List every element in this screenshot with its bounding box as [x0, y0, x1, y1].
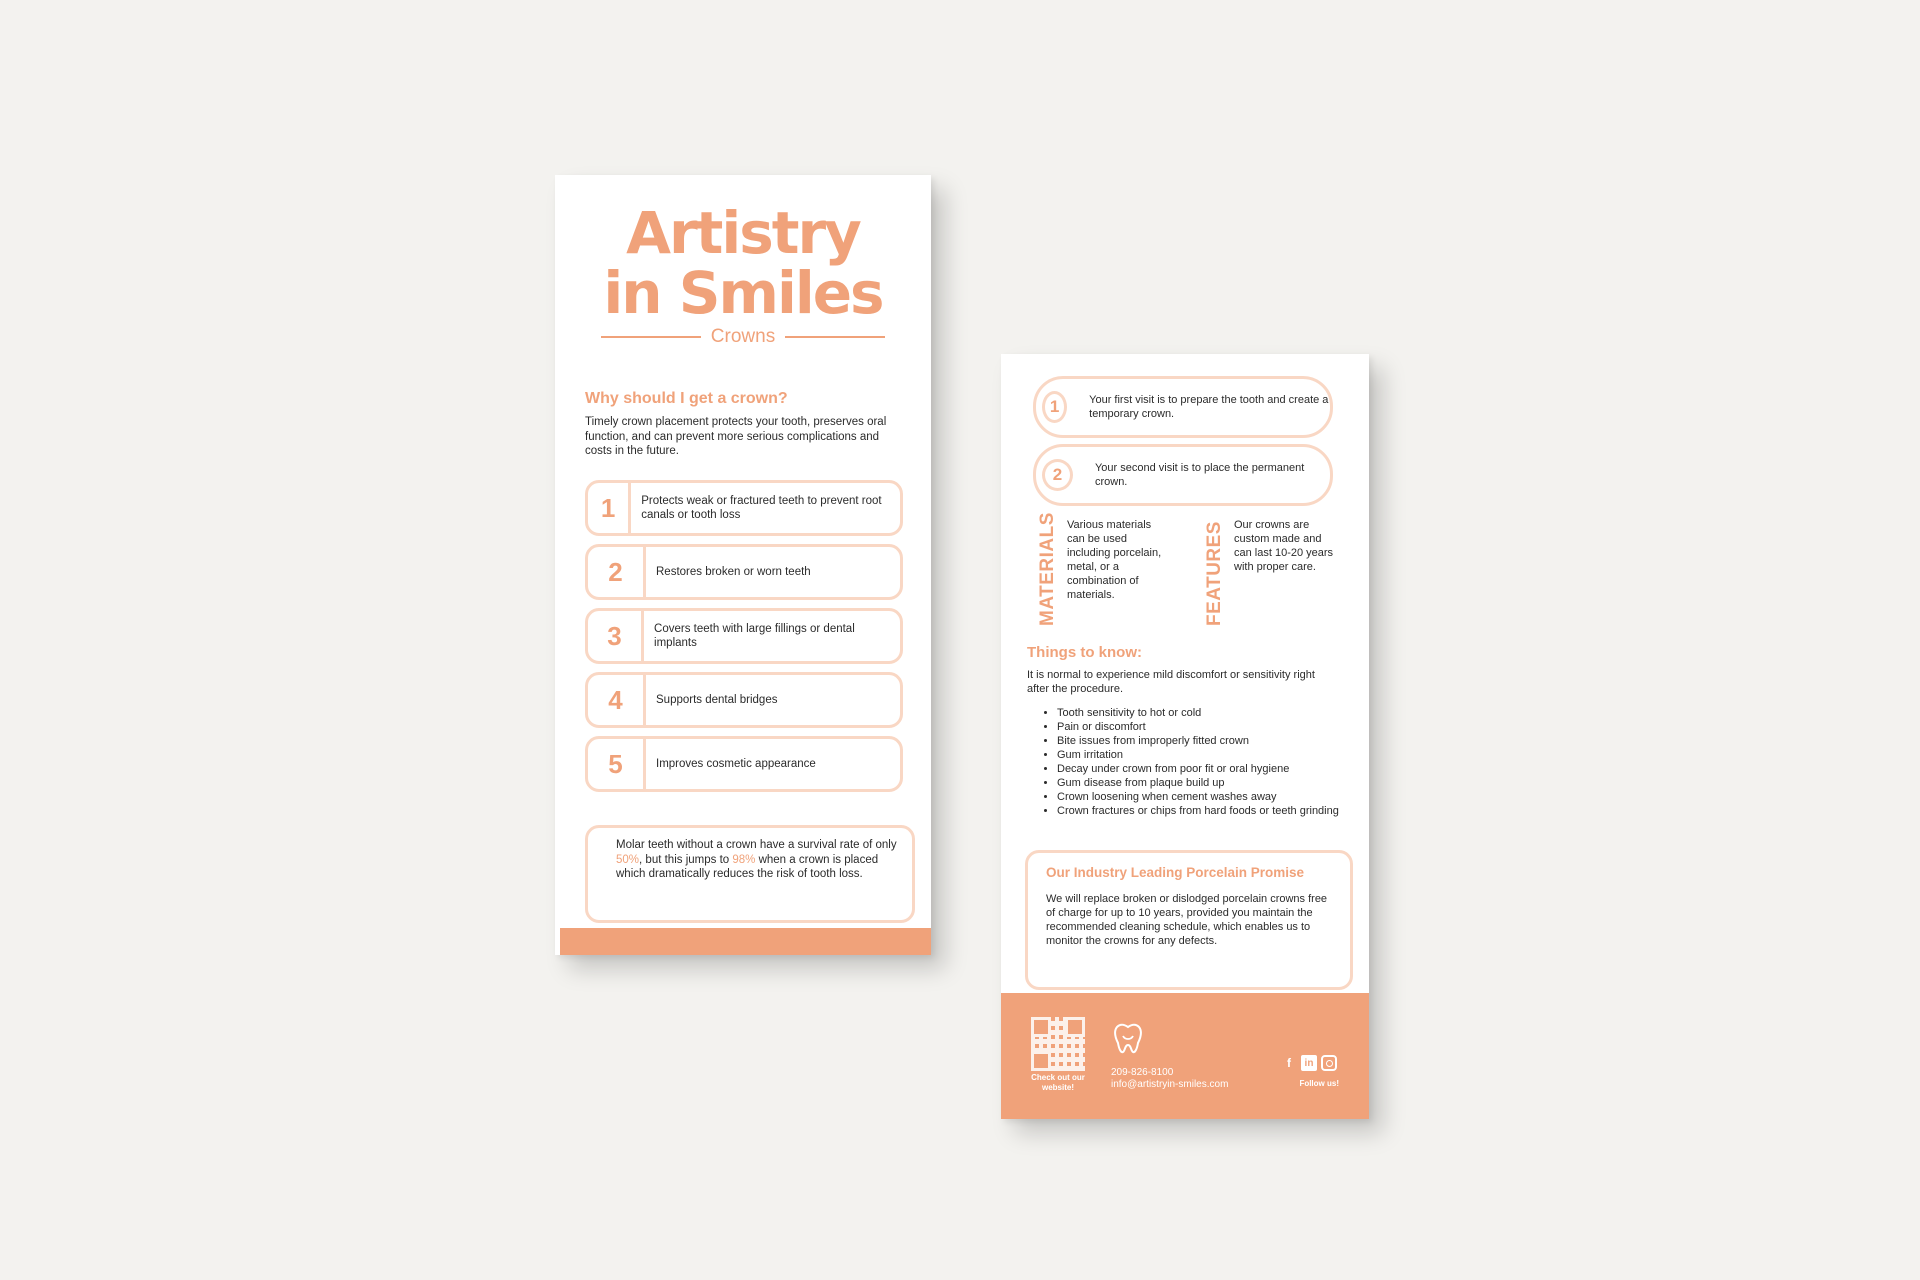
title-line-1: Artistry	[626, 199, 860, 267]
visit-item	[1033, 376, 1333, 438]
contact-info	[1111, 1067, 1228, 1091]
reason-number: 5	[588, 739, 646, 789]
visit-number: 2	[1042, 459, 1073, 491]
visit-text: Your second visit is to place the permanent crown.	[1094, 462, 1305, 488]
front-card	[555, 175, 931, 955]
facebook-icon[interactable]: f	[1287, 1056, 1291, 1070]
promise-heading: Our Industry Leading Porcelain Promise	[1046, 865, 1305, 880]
reason-text: Supports dental bridges	[656, 693, 778, 706]
side-effects-list	[1027, 706, 1369, 818]
reason-item	[585, 608, 903, 664]
reason-item	[585, 480, 903, 536]
visit-text: Your first visit is to prepare the tooth and create a temporary crown.	[1089, 394, 1329, 420]
fact-percent-without: 50%	[616, 853, 640, 866]
linkedin-icon[interactable]: in	[1301, 1055, 1317, 1071]
things-heading: Things to know:	[1027, 644, 1142, 661]
why-text: Timely crown placement protects your tooth, preserves oral function, and can prevent more serious complications and costs in the future.	[585, 416, 887, 457]
features-text: Our crowns are custom made and can last 10-20 years with proper care.	[1234, 519, 1334, 573]
list-item: • Gum disease from plaque build up	[1057, 776, 1369, 790]
reason-text: Covers teeth with large fillings or dental implants	[654, 622, 855, 649]
list-item: • Tooth sensitivity to hot or cold	[1057, 706, 1369, 720]
back-footer-band	[1001, 993, 1369, 1119]
instagram-icon[interactable]	[1321, 1055, 1337, 1071]
features-label: FEATURES	[1204, 521, 1225, 626]
divider-left	[601, 336, 701, 338]
reason-number: 3	[588, 611, 644, 661]
reason-item	[585, 672, 903, 728]
subtitle-row	[601, 325, 885, 349]
reason-number: 4	[588, 675, 646, 725]
visit-item	[1033, 444, 1333, 506]
reason-text: Restores broken or worn teeth	[656, 565, 811, 578]
materials-text: Various materials can be used including porcelain, metal, or a combination of materials.	[1067, 519, 1162, 601]
fact-text: when a crown is placed which dramatically reduces the risk of tooth loss.	[616, 853, 879, 880]
fact-text: , but this jumps to	[639, 853, 733, 866]
title-line-2: in Smiles	[603, 259, 883, 327]
fact-text: Molar teeth without a crown have a survival rate of only	[616, 839, 897, 851]
phone-number[interactable]: 209-826-8100	[1111, 1067, 1174, 1078]
email-address[interactable]: info@artistryin-smiles.com	[1111, 1079, 1229, 1090]
divider-right	[785, 336, 885, 338]
front-footer-band	[560, 928, 931, 955]
list-item: • Pain or discomfort	[1057, 720, 1369, 734]
social-links	[1281, 1055, 1337, 1071]
survival-fact-box	[585, 825, 915, 923]
fact-percent-with: 98%	[732, 853, 756, 866]
visit-number: 1	[1042, 391, 1067, 423]
list-item: • Crown fractures or chips from hard foods or teeth grinding	[1057, 804, 1369, 818]
qr-caption: Check out our website!	[1031, 1073, 1085, 1092]
follow-caption: Follow us!	[1299, 1079, 1339, 1088]
reason-text: Improves cosmetic appearance	[656, 757, 816, 770]
reason-item	[585, 544, 903, 600]
tooth-logo-icon	[1111, 1021, 1145, 1055]
list-item: • Crown loosening when cement washes away	[1057, 790, 1369, 804]
reason-item	[585, 736, 903, 792]
materials-label: MATERIALS	[1037, 512, 1058, 626]
list-item: • Bite issues from improperly fitted crown	[1057, 734, 1369, 748]
back-card	[1001, 354, 1369, 1119]
list-item: • Gum irritation	[1057, 748, 1369, 762]
list-item: • Decay under crown from poor fit or oral hygiene	[1057, 762, 1369, 776]
things-text: It is normal to experience mild discomfort or sensitivity right after the procedure.	[1027, 669, 1315, 695]
reason-text: Protects weak or fractured teeth to prevent root canals or tooth loss	[641, 494, 882, 521]
porcelain-promise-box	[1025, 850, 1353, 990]
why-heading: Why should I get a crown?	[585, 390, 788, 407]
promise-text: We will replace broken or dislodged porcelain crowns free of charge for up to 10 years, provided you maintain the recommended cleaning schedule, which enables us to monitor the crowns for any defects.	[1046, 893, 1328, 947]
reason-number: 1	[588, 483, 631, 533]
reason-number: 2	[588, 547, 646, 597]
subtitle: Crowns	[710, 326, 776, 347]
qr-code-icon[interactable]	[1031, 1017, 1085, 1071]
